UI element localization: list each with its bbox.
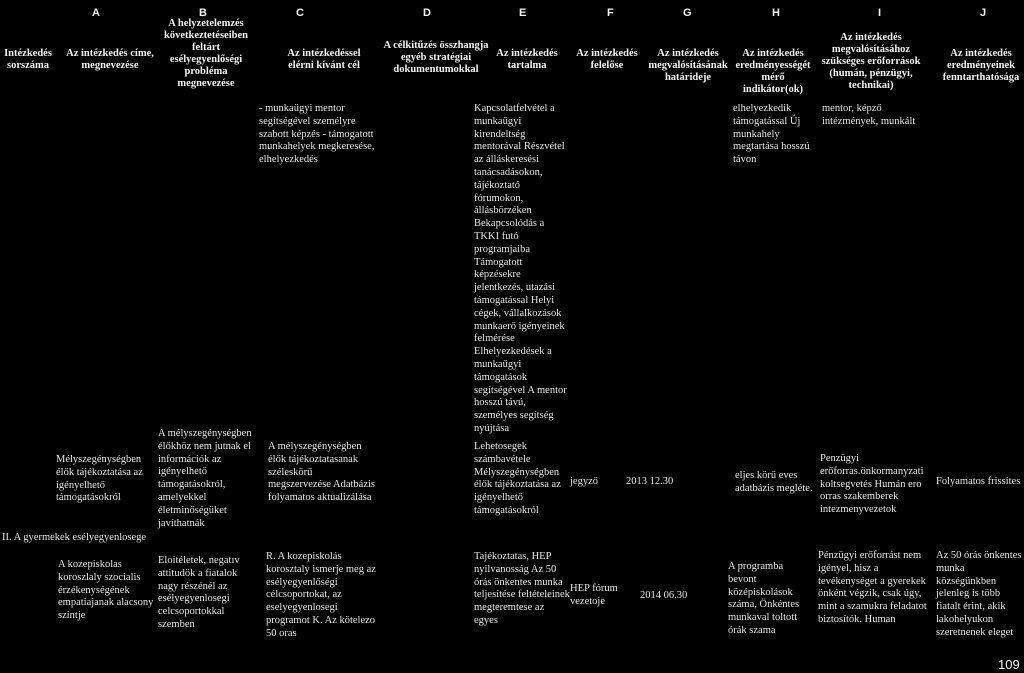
row3-fenntarthatosag: Az 50 órás önkentes munka községünkben jelenleg is több fiatalt érint, akik lakohelyukon szeretnenek eleget	[936, 550, 1022, 638]
row1-tartalom: Kapcsolatfelvétel a munkaügyi kirendeltség mentorával Részvétel az álláskeresési tanácsadásokon, tájékoztató fórumokon, állásbörzéken Bekapcsolódás a TKKI futó programjaiba Támogatott képzésekre jelentkezés, utazási támogatással Helyi cégek, vállalkozások munkaerő igényeinek felmérése Elhelyezkedések a munkaügyi támogatások segítségével A mentor hosszú távú, személyes segítség nyújtása	[474, 103, 567, 434]
row2-cim: Mélyszegénységben élők tájékoztatása az igényelhető támogatásokról	[56, 454, 143, 504]
section-title: II. A gyermekek esélyegyenlosege	[2, 532, 147, 543]
row1-eroforrasok: mentor, képző intézmények, munkált	[822, 103, 916, 127]
row2-cel: A mélyszegénységben élők tájékoztatasanak széleskörű megszervezése Adatbázis folyamatos aktualizálása	[268, 441, 375, 504]
column-letter-d: D	[423, 7, 431, 19]
header-cim: Az intézkedés címe, megnevezése	[66, 48, 154, 71]
row1-cel: - munkaügyi mentor segítségével személyre szabott képzés - támogatott munkahelyek megkeresése, elhelyezkedés	[259, 103, 375, 166]
row3-indikator: A programba bevont középiskolások száma, Önkéntes munkaval toltott órák szama	[728, 561, 800, 636]
column-letter-e: E	[519, 7, 527, 19]
header-fenntarthatosag: Az intézkedés eredményeinek fenntarthatósága	[942, 48, 1020, 83]
header-problema: A helyzetelemzés következtetéseiben feltárt esélyegyenlőségi probléma megnevezése	[164, 18, 248, 89]
row2-fenntarthatosag: Folyamatos frissites	[936, 476, 1021, 487]
row3-problema: Eloitéletek, negatıv attitudök a fiatalok nagy részénél az esélyegyenlosegi celcsoportokkal szemben	[158, 555, 240, 630]
row3-felelos: HEP fórum vezetoje	[570, 583, 618, 607]
row2-hatarido: 2013 12.30	[626, 476, 674, 487]
column-letter-i: I	[878, 7, 882, 19]
column-letter-c: C	[296, 7, 304, 19]
column-letter-b: B	[199, 7, 207, 19]
column-letter-f: F	[607, 7, 614, 19]
row3-tartalom: Tajékoztatas, HEP nyilvanosság Az 50 órás önkentes munka teljesítése feltételeinek megteremtese az egyes	[474, 551, 570, 626]
row2-indikator: eljes körű eves adatbázis megléte.	[735, 470, 813, 494]
page-number: 109	[998, 657, 1020, 672]
header-sorszam: Intézkedés sorszáma	[4, 48, 52, 71]
row3-eroforrasok: Pénzügyi erőforrást nem igényel, hisz a tevékenységet a gyerekek önként végzik, csak úgy, mint a szamukra feladatot biztosítók. Human	[818, 550, 927, 625]
row3-hatarido: 2014 06.30	[640, 590, 688, 601]
header-tartalom: Az intézkedés tartalma	[496, 48, 558, 71]
header-cel: Az intézkedéssel elérni kívánt cél	[287, 48, 361, 71]
row2-problema: A mélyszegénységben élőkhöz nem jutnak el információk az igényelhető támogatásokról, amelyekkel életminőségüket javíthatnák	[158, 428, 252, 529]
header-hatarido: Az intézkedés megvalósításának határideje	[648, 48, 728, 83]
column-letter-j: J	[980, 7, 987, 19]
row2-tartalom: Lehetosegek számbavétele Mélyszegénységben élők tájékoztatása az igényelhető támogatásokról	[474, 441, 561, 516]
header-eroforrasok: Az intézkedés megvalósításához szükséges erőforrások (humán, pénzügyi, technikai)	[821, 32, 921, 91]
column-letter-h: H	[772, 7, 780, 19]
header-indikator: Az intézkedés eredményességét mérő indikátor(ok)	[735, 48, 811, 95]
row2-felelos: jegyző	[570, 476, 598, 487]
column-letter-g: G	[683, 7, 692, 19]
column-letter-a: A	[92, 7, 100, 19]
row3-cel: R. A kozepiskolás korosztaly ismerje meg az esélyegyenlőségi célcsoportokat, az eselyegyenlosegi programot K. Az kötelezo 50 oras	[266, 551, 376, 639]
row3-cim: A kozepiskolas koroszlaly szocialis érzékenységének empatiajanak alacsony szintje	[58, 559, 154, 622]
header-osszhang: A célkitűzés összhangja egyéb stratégiai dokumentumokkal	[383, 40, 489, 75]
row1-indikator: elhelyezkedik támogatással Új munkahely megtartása hosszú távon	[733, 103, 810, 166]
row2-eroforrasok: Penzügyi erőforras.önkormanyzati koltsegvetés Humán ero orras szakemberek intezmenyvezetok	[820, 453, 924, 516]
header-felelos: Az intézkedés felelőse	[576, 48, 638, 71]
